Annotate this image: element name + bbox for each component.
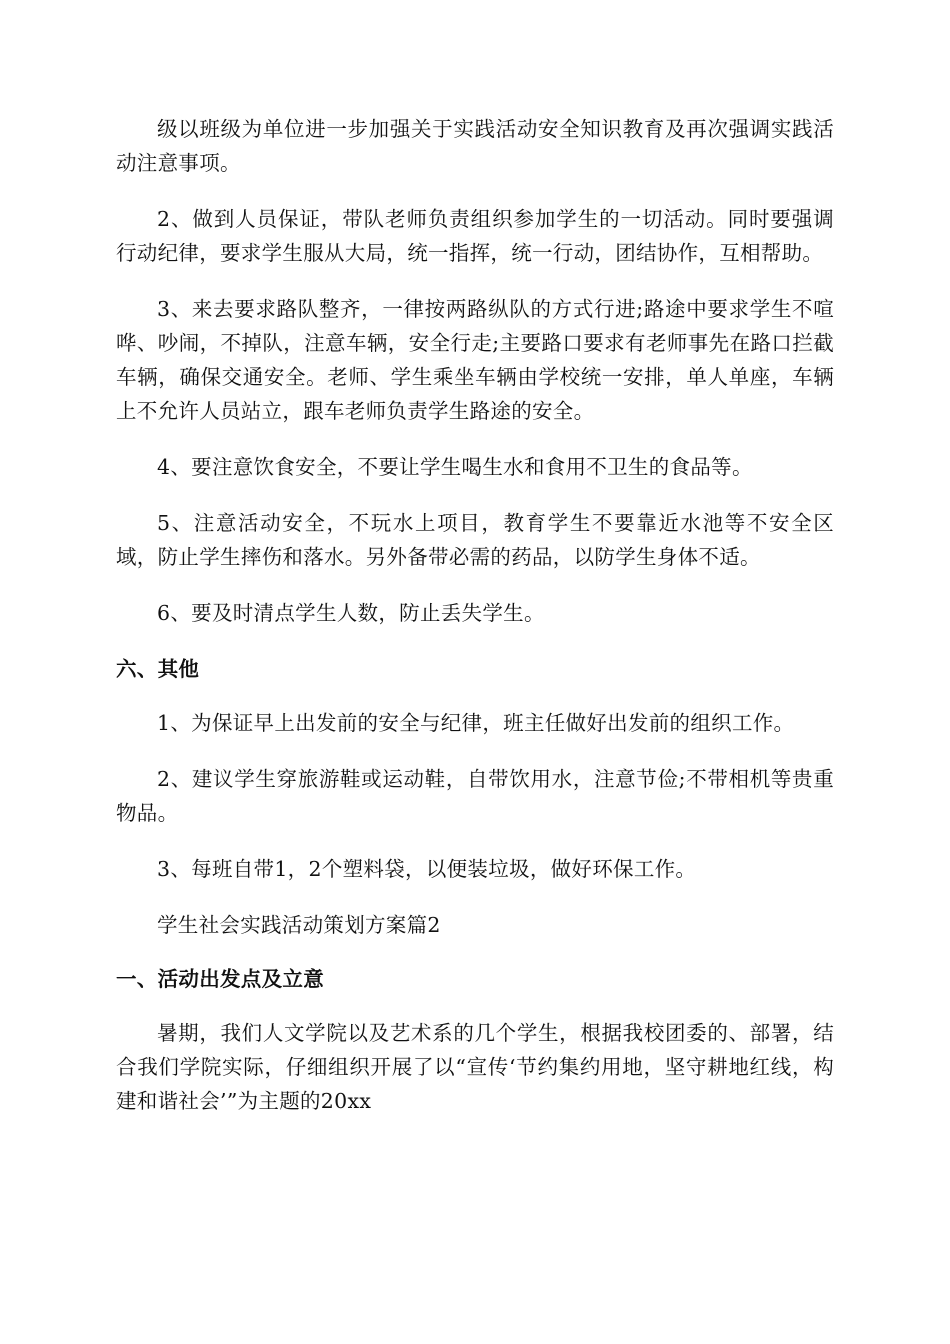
document-body bbox=[116, 112, 834, 1140]
paragraph-item-3-route: 3、来去要求路队整齐，一律按两路纵队的方式行进;路途中要求学生不喧哗、吵闹，不掉队，注意车辆，安全行走;主要路口要求有老师事先在路口拦截车辆，确保交通安全。老师、学生乘坐车辆由学校统一安排，单人单座，车辆上不允许人员站立，跟车老师负责学生路途的安全。 bbox=[116, 297, 834, 423]
paragraph-summer-activity: 暑期，我们人文学院以及艺术系的几个学生，根据我校团委的、部署，结合我们学院实际，仔细组织开展了以“宣传‘节约集约用地，坚守耕地红线，构建和谐社会’”为主题的20xx bbox=[116, 1021, 834, 1113]
section-heading-purpose: 一、活动出发点及立意 bbox=[116, 967, 324, 991]
article-subtitle: 学生社会实践活动策划方案篇2 bbox=[157, 913, 441, 937]
paragraph-other-2: 2、建议学生穿旅游鞋或运动鞋，自带饮用水，注意节俭;不带相机等贵重物品。 bbox=[116, 767, 834, 825]
paragraph-item-2-personnel: 2、做到人员保证，带队老师负责组织参加学生的一切活动。同时要强调行动纪律，要求学生服从大局，统一指挥，统一行动，团结协作，互相帮助。 bbox=[116, 207, 834, 265]
paragraph-other-3: 3、每班自带1，2个塑料袋，以便装垃圾，做好环保工作。 bbox=[157, 857, 697, 881]
paragraph-other-1: 1、为保证早上出发前的安全与纪律，班主任做好出发前的组织工作。 bbox=[157, 711, 795, 735]
paragraph-item-6-headcount: 6、要及时清点学生人数，防止丢失学生。 bbox=[157, 601, 545, 625]
paragraph-safety-education: 级以班级为单位进一步加强关于实践活动安全知识教育及再次强调实践活动注意事项。 bbox=[116, 117, 834, 175]
section-heading-other: 六、其他 bbox=[116, 657, 200, 681]
paragraph-item-4-food: 4、要注意饮食安全，不要让学生喝生水和食用不卫生的食品等。 bbox=[157, 455, 753, 479]
paragraph-item-5-activity-safety: 5、注意活动安全，不玩水上项目，教育学生不要靠近水池等不安全区域，防止学生摔伤和落水。另外备带必需的药品，以防学生身体不适。 bbox=[116, 511, 834, 569]
